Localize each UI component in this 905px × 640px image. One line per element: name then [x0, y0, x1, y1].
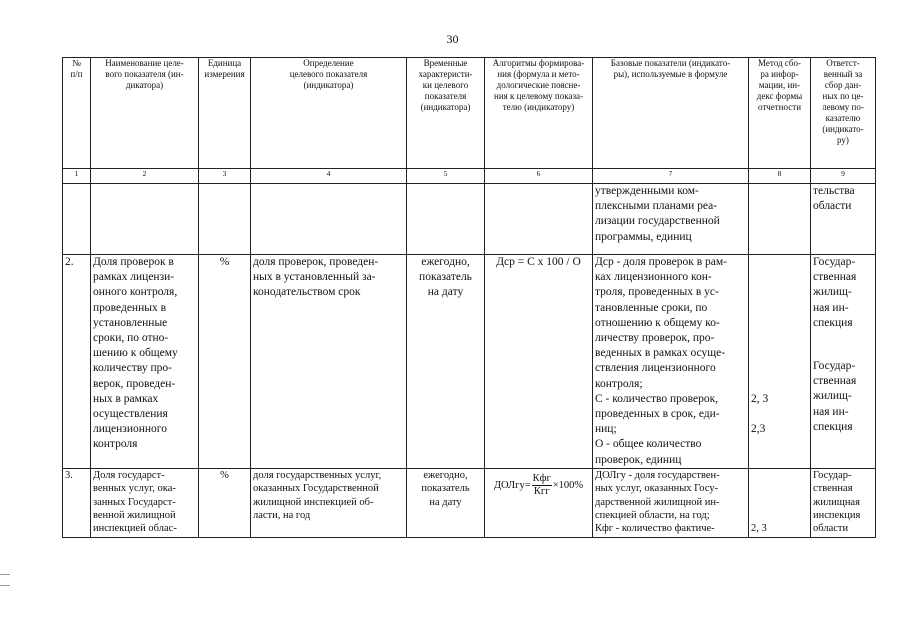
table-row-continuation	[63, 184, 876, 255]
formula-numerator: Кфг	[532, 472, 551, 484]
header-cell: № п/п	[63, 58, 91, 169]
base-indicators-cell	[593, 255, 749, 469]
method-cell	[749, 468, 811, 537]
responsible-cell: тельства области	[811, 184, 876, 255]
header-cell: Метод сбо- ра инфор- мации, ин- декс формы отчетности	[749, 58, 811, 169]
column-number: 3	[199, 169, 251, 184]
margin-mark	[0, 585, 10, 586]
column-number: 7	[593, 169, 749, 184]
column-number: 2	[91, 169, 199, 184]
base-indicator-o: О - общее количество проверок, единиц	[595, 438, 702, 466]
base-indicator-d: Дср - доля проверок в рам- ках лицензионного кон- троля, проведенных в ус- тановленные сроки, по отношению к общему ко- личеству проверок, про- веденных в рамках осуще- ствления лицензионного контроля;	[595, 256, 727, 390]
column-number: 4	[251, 169, 407, 184]
column-number: 1	[63, 169, 91, 184]
method-cell	[749, 255, 811, 469]
row-number: 3.	[63, 468, 91, 537]
method-value: 2, 3	[751, 522, 767, 534]
column-number: 9	[811, 169, 876, 184]
responsible-1: Государ- ственная жилищ- ная ин- спекция	[813, 256, 857, 329]
column-number: 5	[407, 169, 485, 184]
base-indicators-cell: утвержденными ком- плексными планами реа- лизации государственной программы, единиц	[593, 184, 749, 255]
base-indicator-c: С - количество проверок, проведенных в срок, еди- ниц;	[595, 392, 720, 436]
method-c: 2, 3	[751, 393, 769, 405]
formula-fraction	[532, 473, 552, 498]
period-cell: ежегодно, показатель на дату	[407, 255, 485, 469]
row-number: 2.	[63, 255, 91, 469]
header-cell: Единица измерения	[199, 58, 251, 169]
indicator-name: Доля государст- венных услуг, ока- занных Государст- венной жилищной инспекцией облас-	[91, 468, 199, 537]
definition-cell: доля государственных услуг, оказанных Государственной жилищной инспекцией об- ласти, на год	[251, 468, 407, 537]
header-cell: Базовые показатели (индикато- ры), используемые в формуле	[593, 58, 749, 169]
header-cell: Определение целевого показателя (индикатора)	[251, 58, 407, 169]
column-number-row	[63, 169, 876, 184]
unit-cell: %	[199, 468, 251, 537]
responsible-cell	[811, 255, 876, 469]
table-row	[63, 468, 876, 537]
formula-cell: Дср = С x 100 / О	[485, 255, 593, 469]
responsible-2: Государ- ственная жилищ- ная ин- спекция	[813, 360, 857, 433]
header-cell: Временные характеристи- ки целевого показателя (индикатора)	[407, 58, 485, 169]
formula	[487, 473, 590, 498]
method-o: 2,3	[751, 423, 766, 436]
base-indicators-cell: ДОЛгу - доля государствен- ных услуг, оказанных Госу- дарственной жилищной ин- спекцией области, на год; Кфг - количество фактиче-	[593, 468, 749, 537]
formula-left: ДОЛгу=	[493, 479, 531, 491]
responsible-cell: Государ- ственная жилищная инспекция области	[811, 468, 876, 537]
unit-cell: %	[199, 255, 251, 469]
table-row	[63, 255, 876, 469]
table-header-row	[63, 58, 876, 169]
header-cell: Наименование целе- вого показателя (ин- дикатора)	[91, 58, 199, 169]
header-cell: Ответст- венный за сбор дан- ных по це- левому по- казателю (индикато- ру)	[811, 58, 876, 169]
formula-cell	[485, 468, 593, 537]
column-number: 6	[485, 169, 593, 184]
margin-mark	[0, 574, 10, 575]
page-number: 30	[446, 32, 459, 46]
column-number: 8	[749, 169, 811, 184]
formula-denominator: Кгг	[533, 485, 550, 497]
period-cell: ежегодно, показатель на дату	[407, 468, 485, 537]
indicators-table	[62, 57, 876, 538]
definition-cell: доля проверок, проведен- ных в установленный за- конодательством срок	[251, 255, 407, 469]
indicator-name: Доля проверок в рамках лицензи- онного контроля, проведенных в установленные сроки, по отно- шению к общему количеству про- верок, проведен- ных в рамках осуществления лицензионного контроля	[91, 255, 199, 469]
header-cell: Алгоритмы формирова- ния (формула и мето- дологические поясне- ния к целевому показа- телю (индикатору)	[485, 58, 593, 169]
formula-right: ×100%	[552, 479, 584, 491]
